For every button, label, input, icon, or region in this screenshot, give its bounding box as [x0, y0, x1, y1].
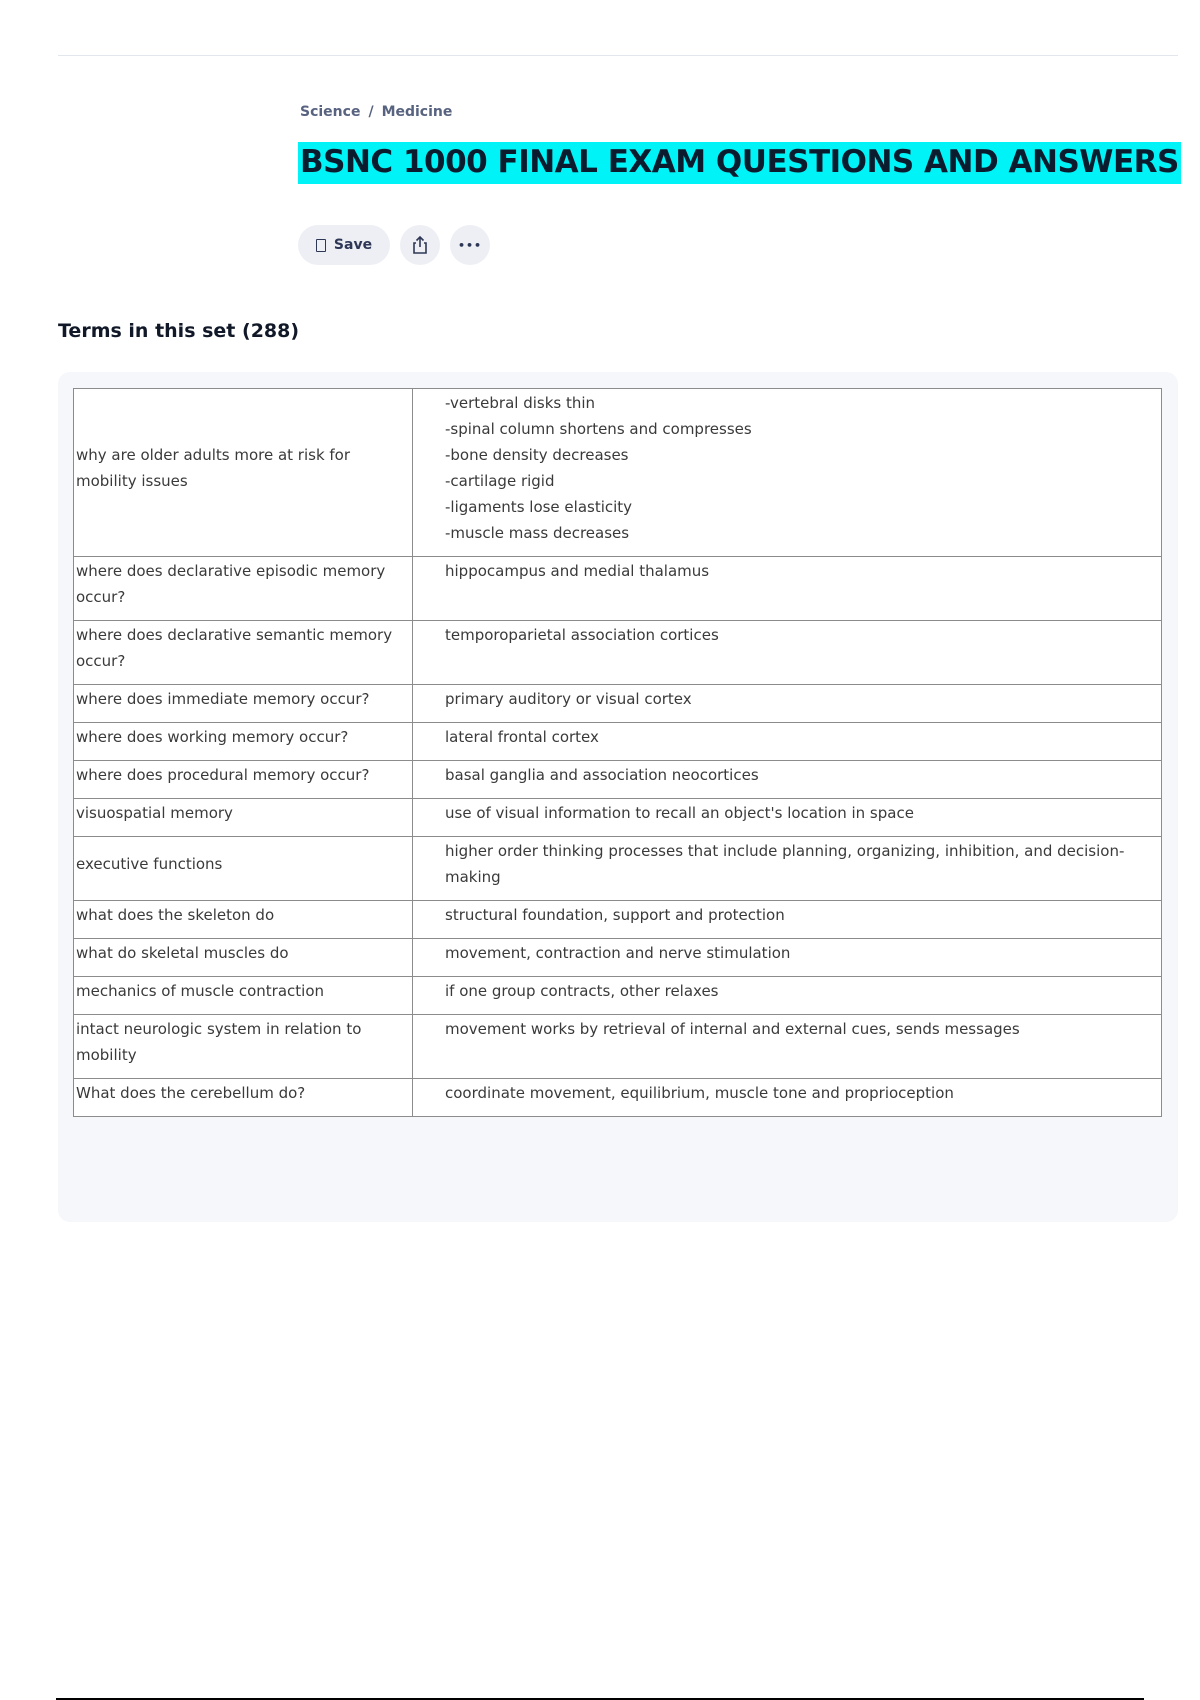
term-cell: where does immediate memory occur? [74, 685, 413, 723]
definition-cell [413, 1015, 1162, 1079]
definition-cell [413, 837, 1162, 901]
term-row [74, 799, 1162, 837]
definition-line: use of visual information to recall an object's location in space [445, 804, 914, 822]
save-button[interactable] [298, 225, 390, 265]
breadcrumb-separator: / [368, 104, 374, 120]
term-row [74, 621, 1162, 685]
terms-panel [58, 372, 1178, 1222]
definition-line: primary auditory or visual cortex [445, 690, 692, 708]
breadcrumb [300, 104, 452, 120]
definition-cell [413, 761, 1162, 799]
definition-cell [413, 799, 1162, 837]
term-cell: where does declarative semantic memory occur? [74, 621, 413, 685]
definition-line: -spinal column shortens and compresses [445, 420, 752, 438]
term-cell: intact neurologic system in relation to mobility [74, 1015, 413, 1079]
definition-cell [413, 901, 1162, 939]
action-bar [298, 225, 490, 265]
definition-line: hippocampus and medial thalamus [445, 562, 710, 580]
definition-cell [413, 621, 1162, 685]
definition-line: -muscle mass decreases [445, 524, 630, 542]
term-cell: where does working memory occur? [74, 723, 413, 761]
terms-table [73, 388, 1162, 1117]
bookmark-icon [316, 239, 326, 252]
definition-line: structural foundation, support and protection [445, 906, 785, 924]
term-row [74, 761, 1162, 799]
term-cell: What does the cerebellum do? [74, 1079, 413, 1117]
definition-cell [413, 939, 1162, 977]
term-row [74, 901, 1162, 939]
more-options-button[interactable] [450, 225, 490, 265]
term-row [74, 685, 1162, 723]
term-row [74, 1015, 1162, 1079]
more-icon: ••• [457, 238, 483, 252]
term-row [74, 939, 1162, 977]
term-row [74, 389, 1162, 557]
term-cell: visuospatial memory [74, 799, 413, 837]
definition-line: -bone density decreases [445, 446, 629, 464]
definition-line: movement, contraction and nerve stimulation [445, 944, 791, 962]
definition-cell [413, 685, 1162, 723]
term-row [74, 1079, 1162, 1117]
share-icon [410, 235, 430, 255]
save-label: Save [333, 237, 373, 253]
definition-line: -ligaments lose elasticity [445, 498, 633, 516]
term-row [74, 977, 1162, 1015]
definition-cell [413, 977, 1162, 1015]
term-cell: executive functions [74, 837, 413, 901]
page-title: BSNC 1000 FINAL EXAM QUESTIONS AND ANSWERS [298, 142, 1181, 184]
term-cell: where does procedural memory occur? [74, 761, 413, 799]
definition-line: movement works by retrieval of internal and external cues, sends messages [445, 1020, 1020, 1038]
term-cell: what does the skeleton do [74, 901, 413, 939]
term-row [74, 557, 1162, 621]
breadcrumb-science[interactable]: Science [300, 104, 361, 120]
terms-count-heading: Terms in this set (288) [58, 320, 300, 342]
definition-line: temporoparietal association cortices [445, 626, 719, 644]
top-divider [58, 55, 1178, 56]
definition-line: lateral frontal cortex [445, 728, 599, 746]
breadcrumb-medicine[interactable]: Medicine [381, 104, 453, 120]
definition-cell [413, 723, 1162, 761]
term-row [74, 837, 1162, 901]
share-button[interactable] [400, 225, 440, 265]
term-row [74, 723, 1162, 761]
definition-cell [413, 557, 1162, 621]
definition-line: higher order thinking processes that include planning, organizing, inhibition, and decision-making [445, 842, 1125, 886]
definition-cell [413, 389, 1162, 557]
term-cell: mechanics of muscle contraction [74, 977, 413, 1015]
definition-line: coordinate movement, equilibrium, muscle tone and proprioception [445, 1084, 954, 1102]
definition-cell [413, 1079, 1162, 1117]
term-cell: why are older adults more at risk for mobility issues [74, 389, 413, 557]
definition-line: -vertebral disks thin [445, 394, 596, 412]
definition-line: -cartilage rigid [445, 472, 555, 490]
term-cell: where does declarative episodic memory occur? [74, 557, 413, 621]
term-cell: what do skeletal muscles do [74, 939, 413, 977]
definition-line: basal ganglia and association neocortices [445, 766, 759, 784]
definition-line: if one group contracts, other relaxes [445, 982, 719, 1000]
